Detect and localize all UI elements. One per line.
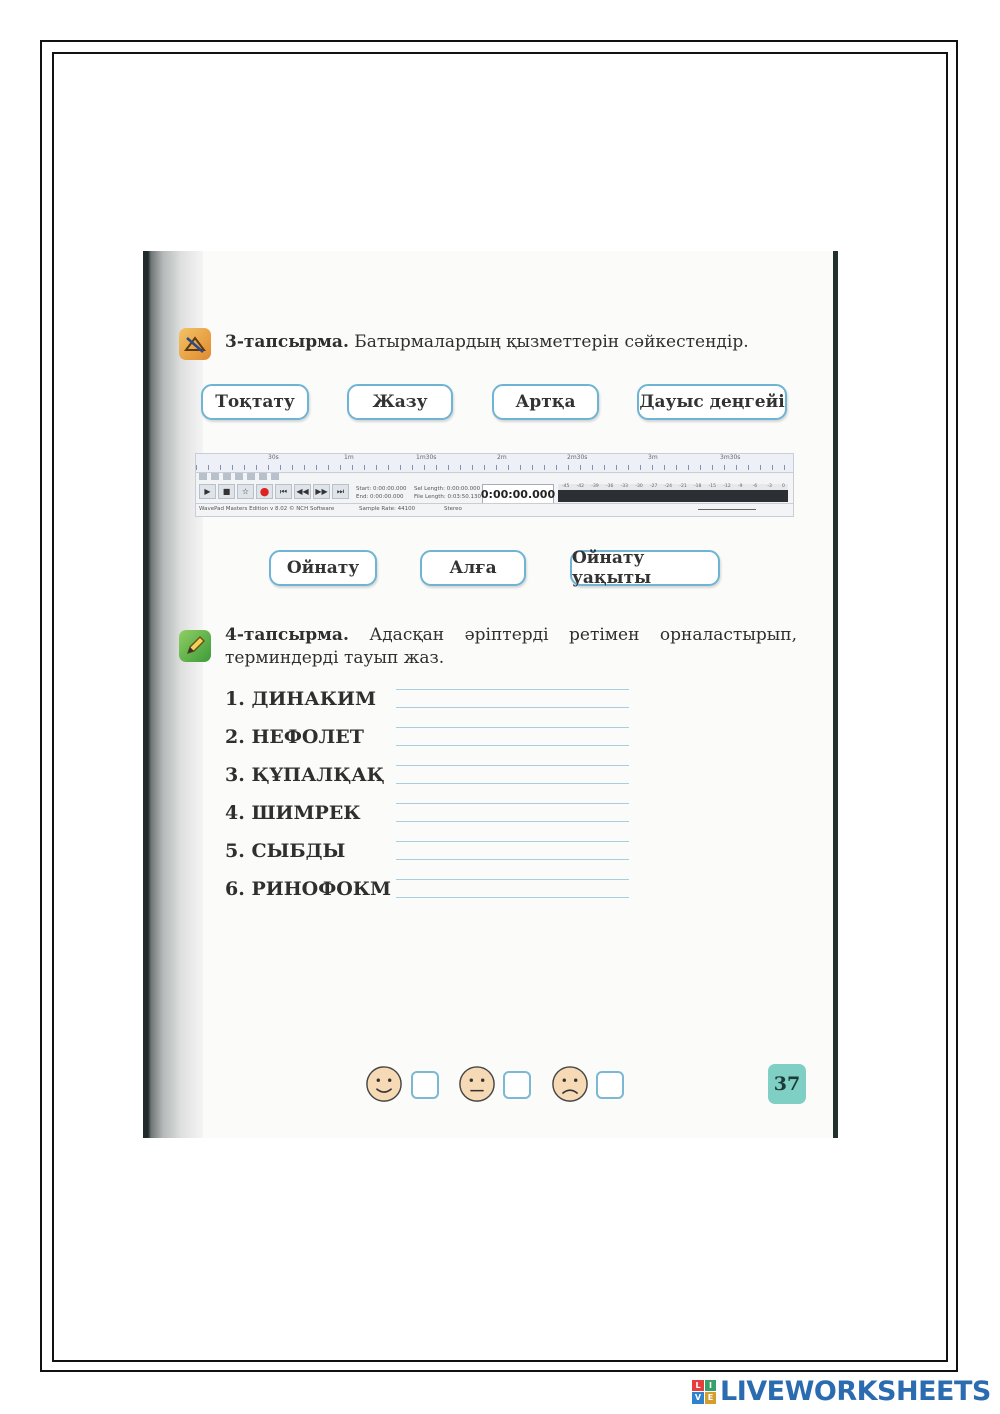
page-edge xyxy=(833,251,838,1138)
status-app: WavePad Masters Edition v 8.02 © NCH Software xyxy=(199,506,335,512)
stop-icon: ■ xyxy=(218,484,235,499)
edit-tools-row xyxy=(199,473,279,483)
play-icon: ▶ xyxy=(199,484,216,499)
neutral-face-icon xyxy=(458,1065,496,1103)
task4-number: 4-тапсырма. xyxy=(225,625,349,645)
page-number: 37 xyxy=(768,1064,806,1104)
status-channels: Stereo xyxy=(444,506,462,512)
task4-heading xyxy=(225,624,797,670)
meter-scale-label: -45 xyxy=(562,484,570,489)
happy-checkbox[interactable] xyxy=(411,1071,439,1099)
meter-scale-label: -6 xyxy=(752,484,758,489)
answer-button-record[interactable]: Жазу xyxy=(347,384,453,420)
scrambled-word-3: 3. ҚҰПАЛҚАҚ xyxy=(225,764,385,786)
meter-scale-label: -3 xyxy=(767,484,772,489)
length-info xyxy=(414,485,481,501)
tool-icon xyxy=(271,473,279,480)
meter-scale-label: -24 xyxy=(664,484,673,489)
answer-line[interactable] xyxy=(396,745,629,746)
rewind-icon: ◀◀ xyxy=(294,484,311,499)
skip-start-icon: ⏮ xyxy=(275,484,292,499)
meter-scale-label: -36 xyxy=(606,484,614,489)
tool-icon xyxy=(223,473,231,480)
answer-line[interactable] xyxy=(396,783,629,784)
transport-controls xyxy=(199,484,349,499)
scrambled-word-5: 5. СЫБДЫ xyxy=(225,840,346,862)
brand-logo-icon: L I V E xyxy=(692,1380,716,1404)
meter-scale-label: -33 xyxy=(620,484,629,489)
page-binding-shadow xyxy=(143,251,203,1138)
skip-end-icon: ⏭ xyxy=(332,484,349,499)
tool-icon xyxy=(259,473,267,480)
answer-line xyxy=(396,879,629,880)
liveworksheets-logo xyxy=(692,1376,991,1407)
fast-forward-icon: ▶▶ xyxy=(313,484,330,499)
start-time: Start: 0:00:00.000 xyxy=(356,486,407,492)
scrambled-word-1: 1. ДИНАКИМ xyxy=(225,688,376,710)
start-end-info xyxy=(356,485,407,501)
textbook-page xyxy=(143,251,838,1138)
scrambled-word-6: 6. РИНОФОКМ xyxy=(225,878,392,900)
meter-scale-label: -30 xyxy=(635,484,643,489)
tool-icon xyxy=(211,473,219,480)
tool-icon xyxy=(199,473,207,480)
answer-line xyxy=(396,689,629,690)
neutral-checkbox[interactable] xyxy=(503,1071,531,1099)
timeline-label: 3m xyxy=(648,454,658,461)
answer-line xyxy=(396,765,629,766)
status-bar xyxy=(196,503,793,516)
answer-button-play-time[interactable]: Ойнату уақыты xyxy=(570,550,720,586)
time-display: 0:00:00.000 xyxy=(482,484,554,504)
answer-button-back[interactable]: Артқа xyxy=(492,384,599,420)
match-task-icon xyxy=(179,328,211,360)
wavepad-toolbar-image xyxy=(195,453,794,517)
meter-scale xyxy=(558,484,788,490)
answer-line xyxy=(396,803,629,804)
brand-name: LIVEWORKSHEETS xyxy=(720,1376,991,1407)
meter-scale-label: -15 xyxy=(708,484,717,489)
timeline-label: 3m30s xyxy=(720,454,741,461)
sad-face-icon xyxy=(551,1065,589,1103)
answer-button-forward[interactable]: Алға xyxy=(420,550,526,586)
answer-line[interactable] xyxy=(396,897,629,898)
meter-scale-label: -27 xyxy=(650,484,658,489)
tool-icon xyxy=(235,473,243,480)
meter-scale-label: 0 xyxy=(782,484,785,489)
task3-instruction: Батырмалардың қызметтерін сәйкестендір. xyxy=(354,332,749,352)
scrambled-word-2: 2. НЕФОЛЕТ xyxy=(225,726,364,748)
record-icon: ● xyxy=(256,484,273,499)
pencil-task-icon xyxy=(179,630,211,662)
timeline-label: 2m30s xyxy=(567,454,588,461)
answer-line[interactable] xyxy=(396,821,629,822)
tool-icon xyxy=(247,473,255,480)
answer-line[interactable] xyxy=(396,859,629,860)
task4-instruction: Адасқан әріптерді ретімен орналастырып, терминдерді тауып жаз. xyxy=(225,625,798,668)
timeline-label: 30s xyxy=(268,454,279,461)
status-sample-rate: Sample Rate: 44100 xyxy=(359,506,416,512)
task3-heading xyxy=(225,331,749,354)
answer-button-stop[interactable]: Тоқтату xyxy=(201,384,309,420)
answer-button-volume[interactable]: Дауыс деңгейі xyxy=(637,384,787,420)
meter-scale-label: -18 xyxy=(694,484,702,489)
answer-button-play[interactable]: Ойнату xyxy=(269,550,377,586)
sad-checkbox[interactable] xyxy=(596,1071,624,1099)
meter-scale-label: -21 xyxy=(679,484,687,489)
timeline-label: 2m xyxy=(497,454,507,461)
timeline-label: 1m xyxy=(344,454,354,461)
task3-number: 3-тапсырма. xyxy=(225,332,349,352)
volume-slider-icon xyxy=(698,509,756,510)
end-time: End: 0:00:00.000 xyxy=(356,494,404,500)
answer-line[interactable] xyxy=(396,707,629,708)
scrambled-word-4: 4. ШИМРЕК xyxy=(225,802,361,824)
meter-scale-label: -9 xyxy=(738,484,743,489)
answer-line xyxy=(396,727,629,728)
timeline-ruler xyxy=(196,454,793,473)
meter-scale-label: -12 xyxy=(723,484,731,489)
scrub-icon: ☆ xyxy=(237,484,254,499)
file-length: File Length: 0:03:50.130 xyxy=(414,494,481,500)
answer-line xyxy=(396,841,629,842)
timeline-label: 1m30s xyxy=(416,454,437,461)
selection-length: Sel Length: 0:00:00.000 xyxy=(414,486,481,492)
level-meter xyxy=(558,484,788,502)
happy-face-icon xyxy=(365,1065,403,1103)
meter-scale-label: -39 xyxy=(591,484,599,489)
meter-scale-label: -42 xyxy=(576,484,585,489)
